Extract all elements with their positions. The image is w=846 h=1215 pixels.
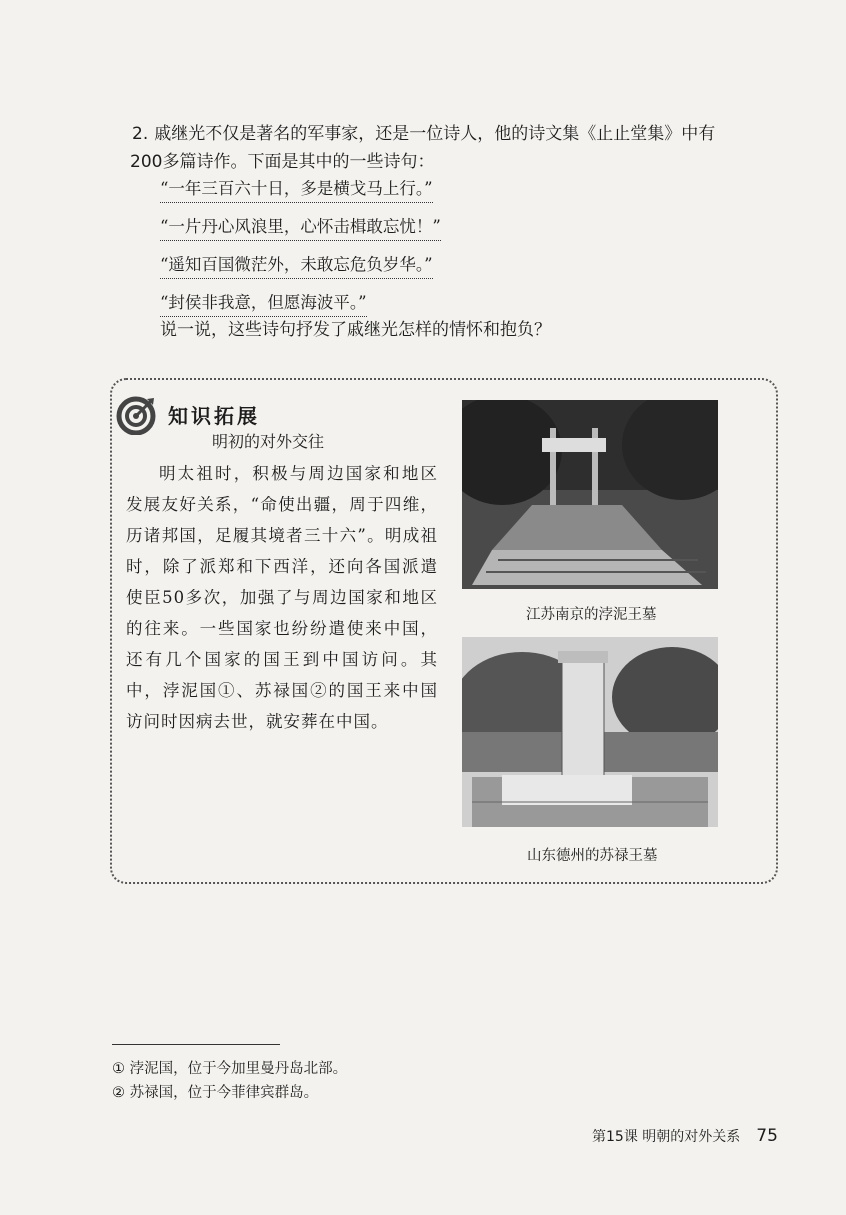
footnote-1: ① 浡泥国，位于今加里曼丹岛北部。 (112, 1061, 348, 1077)
poem-line: “遥知百国微茫外，未敢忘危负岁华。” (160, 253, 433, 279)
question-number: 2. (132, 124, 149, 144)
poem-line: “一片丹心风浪里，心怀击楫敢忘忧！” (160, 215, 441, 241)
question-line-1: 2. 戚继光不仅是著名的军事家，还是一位诗人，他的诗文集《止止堂集》中有 (132, 124, 716, 144)
poem-line: “封侯非我意，但愿海波平。” (160, 291, 367, 317)
poem-list (160, 177, 680, 329)
page-number: 75 (756, 1126, 778, 1146)
lesson-title: 第15课 明朝的对外关系 (592, 1129, 741, 1145)
knowledge-subtitle: 明初的对外交往 (212, 432, 325, 451)
photo-caption: 山东德州的苏禄王墓 (527, 848, 658, 864)
footnote-divider (112, 1044, 280, 1045)
page-footer (592, 1126, 778, 1146)
question-2 (132, 120, 762, 176)
poem-line: “一年三百六十日，多是横戈马上行。” (160, 177, 433, 203)
knowledge-paragraph: 明太祖时，积极与周边国家和地区发展友好关系，“命使出疆，周于四维，历诸邦国，足履其境者三十六”。明成祖时，除了派郑和下西洋，还向各国派遣使臣50多次，加强了与周边国家和地区的往来。一些国家也纷纷遣使来中国，还有几个国家的国王到中国访问。其中，浡泥国①、苏禄国②的国王来中国访问时因病去世，就安葬在中国。 (126, 464, 438, 731)
discussion-prompt: 说一说，这些诗句抒发了戚继光怎样的情怀和抱负？ (160, 320, 551, 340)
brunei-king-tomb-photo (462, 400, 718, 589)
target-icon (116, 395, 156, 435)
knowledge-title: 知识拓展 (168, 404, 260, 428)
footnote-2: ② 苏禄国，位于今菲律宾群岛。 (112, 1085, 319, 1101)
photo-caption: 江苏南京的浡泥王墓 (526, 607, 657, 623)
sulu-king-tomb-photo (462, 637, 718, 827)
question-line-2: 200多篇诗作。下面是其中的一些诗句： (130, 152, 435, 172)
